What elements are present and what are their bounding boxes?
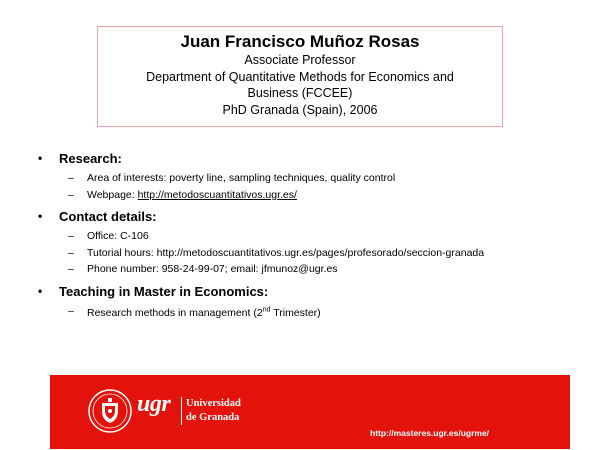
university-name-line-2: de Granada: [186, 412, 240, 423]
list-item: [38, 228, 578, 245]
dash-icon: –: [68, 304, 74, 317]
university-seal-icon: [88, 389, 132, 433]
list-item: [38, 187, 578, 204]
university-name-line-1: Universidad: [186, 398, 241, 409]
university-footer-banner: [50, 375, 570, 449]
list-item: [38, 261, 578, 278]
masters-url-link[interactable]: http://masteres.ugr.es/ugrme/: [370, 428, 490, 438]
bullet-icon: •: [38, 209, 43, 223]
list-item: [38, 303, 578, 322]
ugr-logo-text: ugr: [137, 391, 171, 417]
bullet-icon: •: [38, 283, 43, 298]
profile-header: [97, 26, 503, 127]
position-title: Associate Professor: [244, 53, 356, 67]
logo-separator: [181, 397, 182, 425]
tutorial-hours: Tutorial hours: http://metodoscuantitativos.ugr.es/pages/profesorado/seccion-granada: [87, 246, 485, 259]
research-interests: Area of interests: poverty line, sampling techniques, quality control: [87, 172, 396, 184]
department-line-2: Business (FCCEE): [247, 86, 353, 100]
list-item: [38, 170, 578, 187]
phone-email: Phone number: 958-24-99-07; email: jfmunoz@ugr.es: [87, 263, 338, 275]
main-content: [38, 150, 578, 322]
research-section: [38, 150, 578, 203]
department-line-1: Department of Quantitative Methods for Economics and: [146, 69, 454, 84]
bullet-icon: •: [38, 151, 43, 165]
dash-icon: –: [68, 230, 74, 242]
course-info: Research methods in management (2nd Trimester): [87, 306, 321, 319]
professor-name: Juan Francisco Muñoz Rosas: [180, 32, 420, 51]
phd-info: PhD Granada (Spain), 2006: [222, 102, 378, 117]
teaching-list: [38, 303, 578, 322]
list-item: [38, 245, 578, 262]
dash-icon: –: [68, 246, 74, 259]
dash-icon: –: [68, 188, 74, 201]
office-info: Office: C-106: [87, 230, 149, 242]
dash-icon: –: [68, 263, 74, 275]
dash-icon: –: [68, 172, 74, 184]
research-title: • Research:: [38, 151, 122, 166]
webpage-label: Webpage:: [87, 188, 138, 201]
webpage-link[interactable]: http://metodoscuantitativos.ugr.es/: [137, 188, 297, 201]
research-list: [38, 170, 578, 203]
contact-title: • Contact details:: [38, 209, 157, 224]
contact-list: [38, 228, 578, 278]
teaching-title: • Teaching in Master in Economics:: [38, 283, 269, 299]
